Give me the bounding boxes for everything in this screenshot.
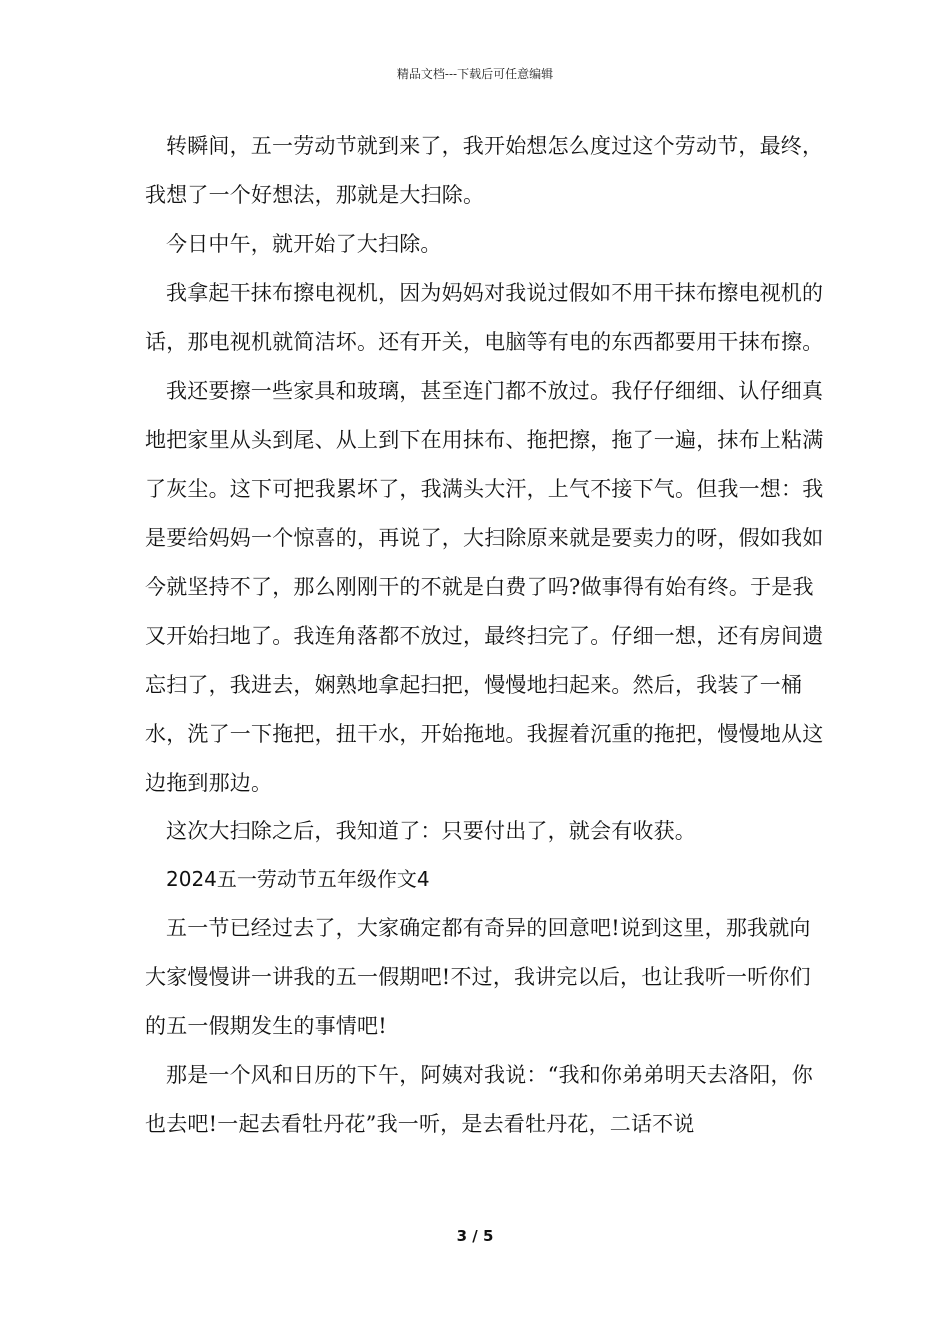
page-header: 精品文档---下载后可任意编辑	[396, 67, 554, 81]
document-body	[145, 122, 825, 1149]
paragraph-4: 我还要擦一些家具和玻璃，甚至连门都不放过。我仔仔细细、认仔细真地把家里从头到尾、从上到下在用抹布、拖把擦，拖了一遍，抹布上粘满了灰尘。这下可把我累坏了，我满头大汗，上气不接下气。但我一想：我是要给妈妈一个惊喜的，再说了，大扫除原来就是要卖力的呀，假如我如今就坚持不了，那么刚刚干的不就是白费了吗?做事得有始有终。于是我又开始扫地了。我连角落都不放过，最终扫完了。仔细一想，还有房间遗忘扫了，我进去，娴熟地拿起扫把，慢慢地扫起来。然后，我装了一桶水，洗了一下拖把，扭干水，开始拖地。我握着沉重的拖把，慢慢地从这边拖到那边。	[145, 379, 824, 795]
page-number: 3 / 5	[456, 1227, 494, 1245]
paragraph-5: 这次大扫除之后，我知道了：只要付出了，就会有收获。	[166, 819, 696, 843]
paragraph-6: 五一节已经过去了，大家确定都有奇异的回意吧!说到这里，那我就向大家慢慢讲一讲我的五一假期吧!不过，我讲完以后，也让我听一听你们的五一假期发生的事情吧!	[145, 916, 811, 1038]
paragraph-3: 我拿起干抹布擦电视机，因为妈妈对我说过假如不用干抹布擦电视机的话，那电视机就简洁坏。还有开关，电脑等有电的东西都要用干抹布擦。	[145, 281, 824, 354]
paragraph-7: 那是一个风和日历的下午，阿姨对我说：“我和你弟弟明天去洛阳，你也去吧!一起去看牡丹花”我一听，是去看牡丹花，二话不说	[145, 1063, 813, 1136]
section-title: 2024五一劳动节五年级作文4	[166, 867, 430, 891]
paragraph-2: 今日中午，就开始了大扫除。	[166, 232, 442, 256]
paragraph-1: 转瞬间，五一劳动节就到来了，我开始想怎么度过这个劳动节，最终，我想了一个好想法，那就是大扫除。	[145, 134, 824, 207]
